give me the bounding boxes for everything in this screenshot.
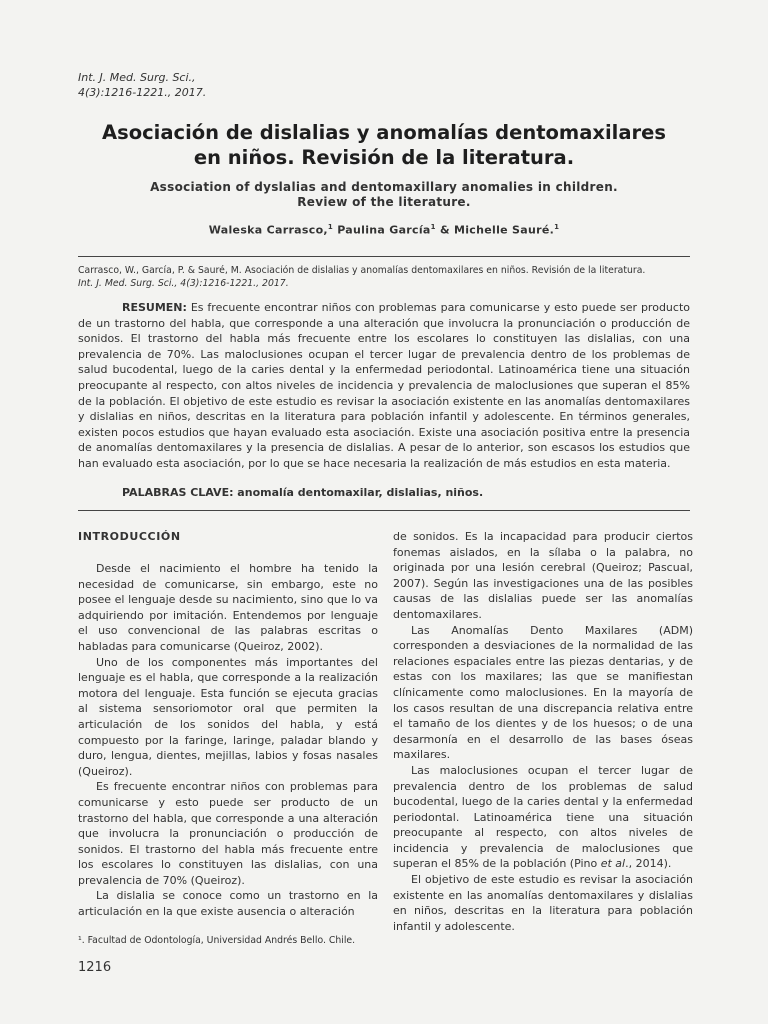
right-column — [393, 529, 693, 934]
citation-block — [78, 265, 690, 290]
author-separator: & — [435, 223, 454, 237]
bottom-divider — [78, 510, 690, 511]
citation-text: Asociación de dislalias y anomalías dentomaxilares en niños. Revisión de la literatura. — [241, 265, 646, 276]
intro-paragraph-2: Uno de los componentes más importantes del lenguaje es el habla, que corresponde a la realización motora del lenguaje. Esta función se ejecuta gracias al sistema sensoriomotor oral que permiten la articulación de los sonidos del habla, y está compuesto por la faringe, laringe, paladar blando y duro, lengua, dientes, mejillas, labios y fosas nasales (Queiroz). — [78, 655, 378, 778]
page-number: 1216 — [78, 960, 112, 975]
intro-paragraph-1: Desde el nacimiento el hombre ha tenido la necesidad de comunicarse, sin embargo, este no posee el lenguaje desde su nacimiento, sino que lo va adquiriendo por imitación. Entendemos por lenguaje el uso convencional de las palabras escritas o habladas para comunicarse (Queiroz, 2002). — [78, 562, 378, 653]
intro-paragraph-3: Es frecuente encontrar niños con problemas para comunicarse y esto puede ser producto de un trastorno del habla, que corresponde a una alteración que involucra la pronunciación o producción de sonidos. El trastorno del habla más frecuente entre los escolares lo constituyen las dislalias, con una prevalencia de 70% (Queiroz). — [78, 780, 378, 887]
author-2: Paulina García — [333, 223, 431, 237]
affiliation-mark-1: 1 — [327, 223, 334, 231]
affiliation-footnote: ¹. Facultad de Odontología, Universidad Andrés Bello. Chile. — [78, 935, 356, 946]
journal-line-1: Int. J. Med. Surg. Sci., — [78, 71, 196, 84]
left-column — [78, 561, 378, 920]
citation-authors: Carrasco, W., García, P. & Sauré, M. — [78, 265, 242, 276]
keywords — [78, 486, 690, 499]
keywords-text: PALABRAS CLAVE: anomalía dentomaxilar, dislalias, niños. — [122, 486, 484, 499]
citation-ref: Int. J. Med. Surg. Sci., 4(3):1216-1221., 2017. — [78, 277, 289, 289]
title-line-2: en niños. Revisión de la literatura. — [193, 146, 575, 169]
intro-paragraph-5: de sonidos. Es la incapacidad para producir ciertos fonemas aislados, en la sílaba o la palabra, no originada por una lesión cerebral (Queiroz; Pascual, 2007). Según las investigaciones una de las posibles causas de las dislalias puede ser las anomalías dentomaxilares. — [393, 530, 693, 621]
english-title — [100, 180, 668, 210]
intro-paragraph-8: El objetivo de este estudio es revisar la asociación existente en las anomalías dentomaxilares y dislalias en niños, descritas en la literatura para población infantil y adolescente. — [393, 873, 693, 933]
subtitle-line-2: Review of the literature. — [297, 195, 471, 209]
article-title — [60, 120, 708, 170]
title-line-1: Asociación de dislalias y anomalías dentomaxilares — [102, 121, 666, 144]
intro-paragraph-6: Las Anomalías Dento Maxilares (ADM) corresponden a desviaciones de la normalidad de las relaciones espaciales entre las piezas dentarias, y de estas con los maxilares; las que se manifiestan clínicamente como maloclusiones. En la mayoría de los casos resultan de una discrepancia relativa entre el tamaño de los dientes y de los huesos; o de una desarmonía en el desarrollo de las bases óseas maxilares. — [393, 623, 693, 762]
intro-paragraph-7-a: Las maloclusiones ocupan el tercer lugar de prevalencia dentro de los problemas de salud bucodental, luego de la caries dental y la enfermedad periodontal. Latinoamérica tiene una situación preocupante al respecto, con altos niveles de incidencia y prevalencia de maloclusiones que superan el 85% de la población (Pino — [393, 763, 693, 871]
intro-paragraph-7-c: ., 2014). — [625, 857, 672, 871]
journal-line-2: 4(3):1216-1221., 2017. — [78, 86, 207, 99]
affiliation-mark-2: 1 — [430, 223, 436, 231]
journal-reference — [78, 70, 206, 100]
section-heading-introduccion: INTRODUCCIÓN — [78, 530, 181, 543]
intro-paragraph-7 — [393, 763, 693, 872]
subtitle-line-1: Association of dyslalias and dentomaxillary anomalies in children. — [150, 180, 618, 194]
author-1: Waleska Carrasco, — [208, 223, 328, 237]
intro-paragraph-7-etal: et al — [600, 857, 626, 871]
intro-paragraph-4: La dislalia se conoce como un trastorno en la articulación en la que existe ausencia o alteración — [78, 889, 378, 919]
top-divider — [78, 256, 690, 257]
abstract — [78, 300, 690, 472]
abstract-label: RESUMEN: — [122, 301, 187, 314]
author-list — [78, 223, 690, 237]
abstract-text: Es frecuente encontrar niños con problemas para comunicarse y esto puede ser producto de un trastorno del habla, que corresponde a una alteración que involucra la pronunciación o producción de sonidos. El trastorno del habla más frecuente entre los escolares lo constituyen las dislalias, con una prevalencia de 70%. Las maloclusiones ocupan el tercer lugar de prevalencia dentro de los problemas de salud bucodental, luego de la caries dental y la enfermedad periodontal. Latinoamérica tiene una situación preocupante al respecto, con altos niveles de incidencia y prevalencia de maloclusiones que superan el 85% de la población. El objetivo de este estudio es revisar la asociación existente en las anomalías dentomaxilares y dislalias en niños, descritas en la literatura para población infantil y adolescente. En términos generales, existen pocos estudios que hayan evaluado esta asociación. Existe una asociación positiva entre la presencia de anomalías dentomaxilares y la presencia de dislalias. A pesar de lo anterior, son escasos los estudios que han evaluado esta asociación, por lo que se hace necesaria la realización de más estudios en esta materia. — [78, 301, 690, 470]
author-3: Michelle Sauré. — [453, 223, 555, 237]
affiliation-mark-3: 1 — [554, 223, 560, 231]
